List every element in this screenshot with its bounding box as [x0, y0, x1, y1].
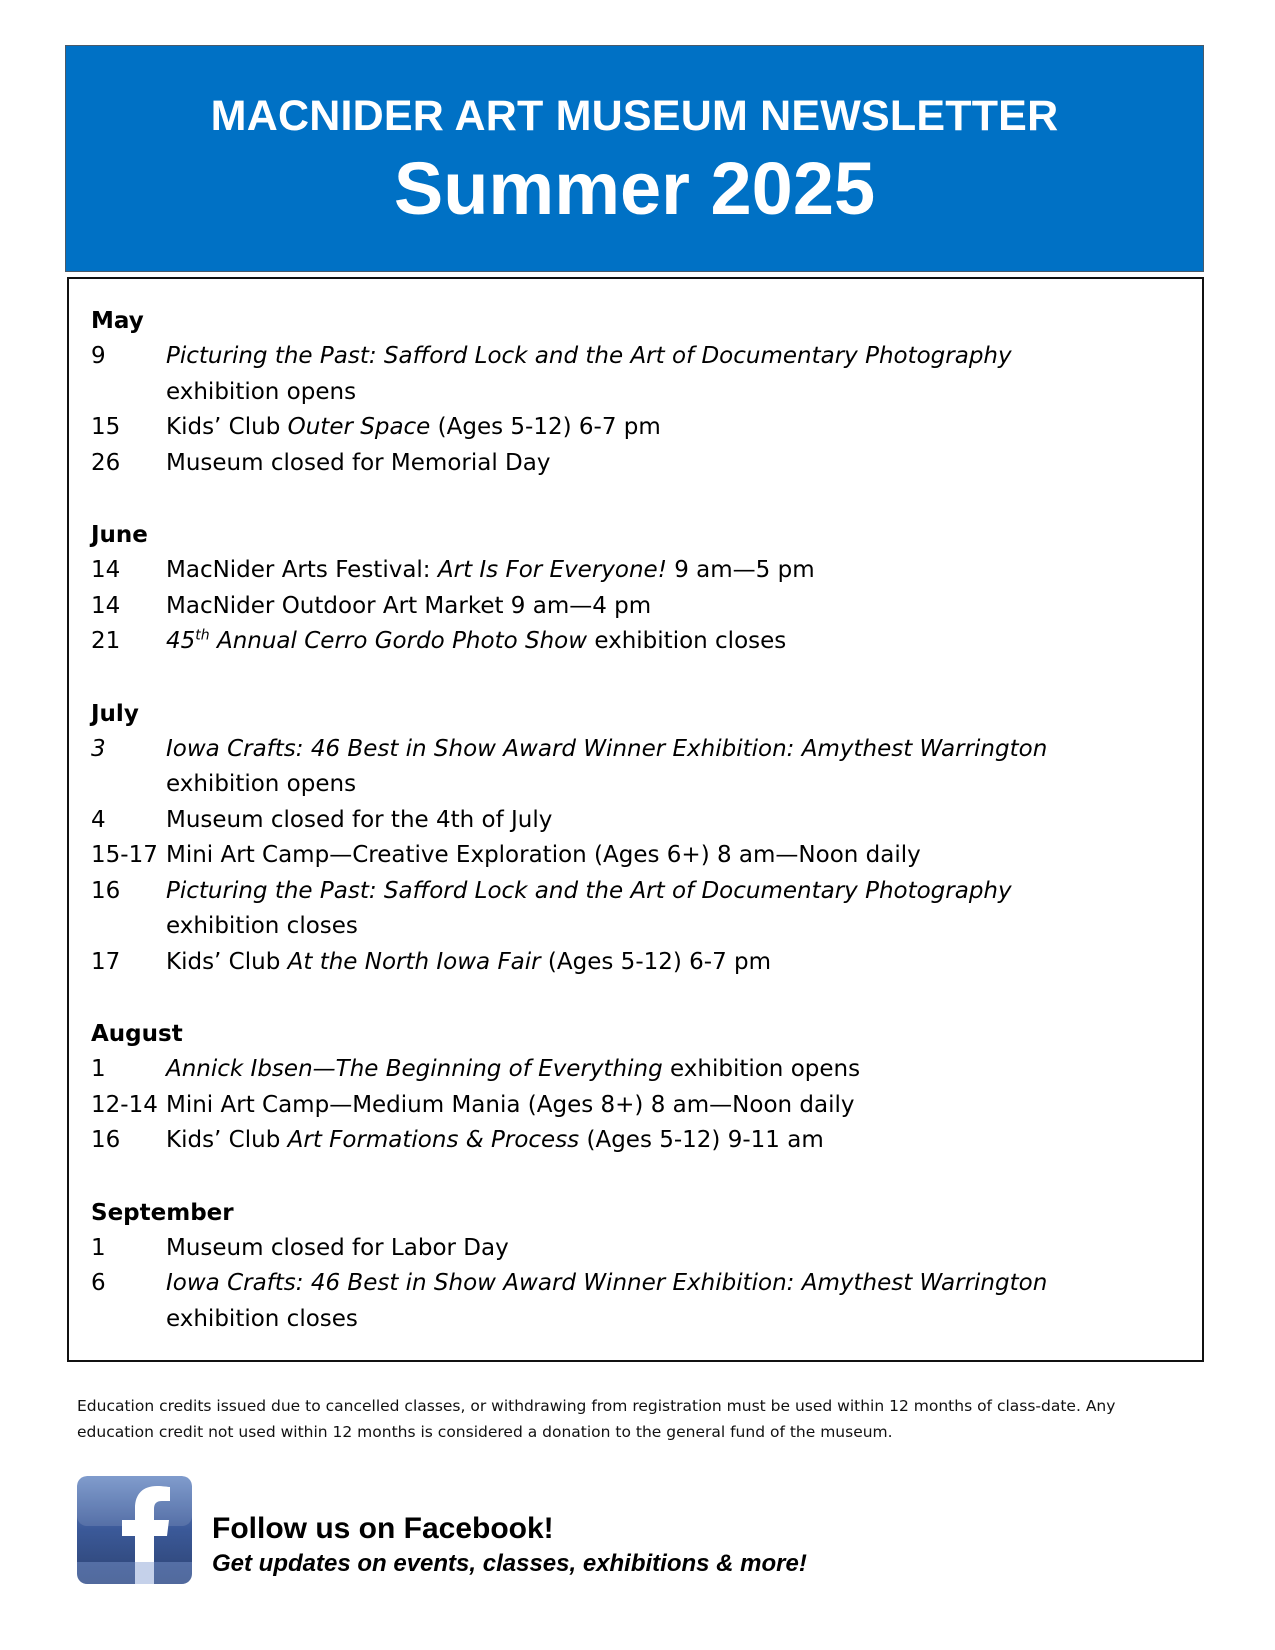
event-date: 6 — [91, 1270, 106, 1296]
event-title: Annick Ibsen—The Beginning of Everything — [166, 1056, 663, 1082]
event-title: At the North Iowa Fair — [287, 948, 541, 975]
event-date: 15-17 — [91, 842, 158, 868]
month-heading-july: July — [91, 700, 139, 727]
event-title: Iowa Crafts: 46 Best in Show Award Winner Exhibition: Amythest Warrington — [166, 735, 1048, 762]
event-row — [91, 803, 1182, 839]
event-description — [166, 624, 1182, 660]
event-text: Kids’ Club — [166, 1127, 288, 1153]
facebook-follow-heading: Follow us on Facebook! — [212, 1512, 554, 1545]
event-title: Art Formations & Process — [287, 1127, 580, 1153]
event-title: Picturing the Past: Safford Lock and the Art of Documentary Photography — [166, 877, 1012, 904]
event-text: MacNider Arts Festival: — [166, 557, 438, 583]
event-title: Iowa Crafts: 46 Best in Show Award Winner Exhibition: Amythest Warrington — [166, 1270, 1048, 1296]
month-heading-june: June — [91, 522, 148, 548]
event-date: 14 — [91, 592, 121, 619]
event-row — [91, 446, 1182, 482]
event-description — [166, 874, 1182, 945]
event-title: Art Is For Everyone! — [437, 557, 667, 583]
event-row — [91, 1052, 1182, 1088]
event-title-part: 45 — [166, 628, 196, 654]
month-heading-september: September — [91, 1199, 234, 1226]
event-description — [166, 1123, 1182, 1159]
event-description: Mini Art Camp—Creative Exploration (Ages 6+) 8 am—Noon daily — [166, 842, 921, 868]
event-row — [91, 874, 1182, 945]
event-row — [91, 589, 1182, 625]
event-row — [91, 553, 1182, 589]
event-text: exhibition opens — [166, 771, 357, 797]
event-date: 14 — [91, 557, 121, 583]
event-date: 26 — [91, 449, 121, 476]
event-description — [166, 945, 1182, 981]
event-text: (Ages 5-12) 6-7 pm — [540, 948, 772, 975]
event-text: (Ages 5-12) 9-11 am — [579, 1127, 824, 1153]
event-text: exhibition opens — [166, 378, 357, 405]
event-title — [166, 628, 587, 654]
newsletter-season: Summer 2025 — [393, 147, 876, 230]
event-date: 1 — [91, 1056, 106, 1082]
event-text: exhibition closes — [166, 913, 358, 939]
event-description: Mini Art Camp—Medium Mania (Ages 8+) 8 am—Noon daily — [166, 1091, 855, 1118]
event-description: MacNider Outdoor Art Market 9 am—4 pm — [166, 592, 652, 619]
events-calendar — [67, 277, 1204, 1362]
event-row — [91, 410, 1182, 446]
event-row — [91, 339, 1182, 410]
event-description — [166, 410, 1182, 446]
event-date: 9 — [91, 343, 106, 369]
newsletter-title: MACNIDER ART MUSEUM NEWSLETTER — [210, 92, 1059, 140]
event-description: Museum closed for Memorial Day — [166, 449, 551, 476]
event-date: 4 — [91, 806, 106, 833]
event-row — [91, 945, 1182, 981]
event-date: 16 — [91, 877, 121, 904]
event-row — [91, 1123, 1182, 1159]
event-row — [91, 1231, 1182, 1267]
event-text: exhibition opens — [662, 1056, 861, 1082]
event-date: 12-14 — [91, 1091, 158, 1118]
event-text: Kids’ Club — [166, 948, 288, 975]
event-date: 1 — [91, 1234, 106, 1261]
event-date: 16 — [91, 1127, 121, 1153]
event-title: Outer Space — [287, 414, 431, 440]
month-heading-august: August — [91, 1021, 183, 1047]
event-text: 9 am—5 pm — [666, 557, 815, 583]
event-row — [91, 732, 1182, 803]
event-row — [91, 1266, 1182, 1337]
event-description — [166, 553, 1182, 589]
event-description — [166, 1266, 1182, 1337]
event-date: 21 — [91, 628, 121, 654]
event-description: Museum closed for Labor Day — [166, 1234, 509, 1261]
facebook-icon[interactable] — [77, 1476, 192, 1584]
education-credit-note: Education credits issued due to cancelled classes, or withdrawing from registration must be used within 12 months of class-date. Any education credit not used within 12 months is considered a donation to the general fund of the museum. — [77, 1397, 1116, 1441]
newsletter-header — [65, 45, 1204, 272]
event-title: Picturing the Past: Safford Lock and the Art of Documentary Photography — [166, 343, 1012, 369]
month-heading-may: May — [91, 308, 144, 334]
event-title-part: Annual Cerro Gordo Photo Show — [209, 628, 588, 654]
facebook-follow-subtext: Get updates on events, classes, exhibitions & more! — [212, 1550, 807, 1577]
ordinal-suffix: th — [195, 627, 210, 644]
event-description — [166, 339, 1182, 410]
event-description — [166, 1052, 1182, 1088]
event-description — [166, 732, 1182, 803]
event-date: 17 — [91, 948, 121, 975]
event-row — [91, 838, 1182, 874]
event-text: Kids’ Club — [166, 414, 288, 440]
event-text: (Ages 5-12) 6-7 pm — [430, 414, 661, 440]
event-date: 15 — [91, 414, 121, 440]
event-row — [91, 1088, 1182, 1124]
event-row — [91, 624, 1182, 660]
event-description: Museum closed for the 4th of July — [166, 806, 553, 833]
event-text: exhibition closes — [166, 1305, 358, 1332]
event-text: exhibition closes — [587, 628, 787, 654]
event-date: 3 — [91, 735, 106, 762]
